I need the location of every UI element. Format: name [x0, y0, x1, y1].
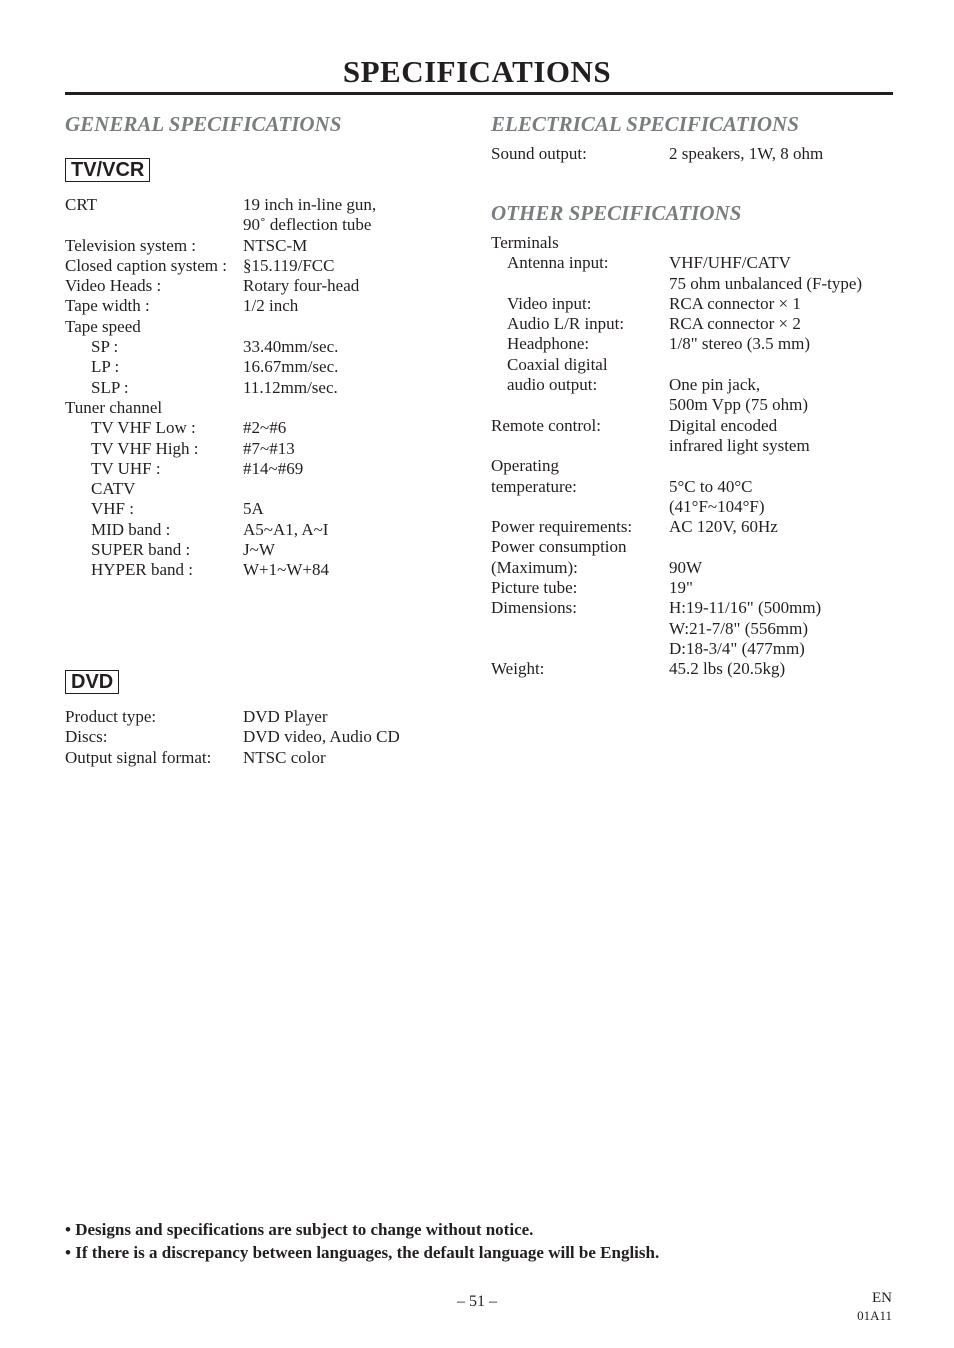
spec-row [65, 236, 465, 256]
spec-label: MID band : [91, 519, 171, 539]
doc-code: 01A11 [857, 1308, 892, 1323]
title-rule [65, 92, 893, 95]
spec-row [65, 560, 465, 580]
spec-row [491, 395, 891, 415]
tvvcr-spec-list [65, 195, 465, 581]
spec-label: Terminals [491, 233, 559, 252]
language-code: EN [872, 1290, 892, 1306]
spec-label: Power consumption [491, 537, 627, 557]
spec-value: Rotary four-head [243, 276, 360, 296]
dvd-label-box: DVD [65, 670, 119, 694]
spec-value: J~W [243, 540, 275, 560]
spec-label: Antenna input: [507, 253, 609, 273]
footnote: • Designs and specifications are subject to change without notice. [65, 1220, 534, 1239]
spec-value: 500m Vpp (75 ohm) [669, 395, 808, 415]
spec-value: 19" [669, 578, 693, 598]
spec-row [491, 294, 891, 314]
spec-label: CATV [91, 479, 136, 499]
spec-value: 33.40mm/sec. [243, 337, 339, 357]
spec-row [491, 355, 891, 375]
spec-row [65, 378, 465, 398]
spec-label: Closed caption system : [65, 255, 227, 275]
spec-label: Sound output: [491, 144, 587, 163]
spec-row [491, 598, 891, 618]
spec-label: Weight: [491, 659, 545, 679]
spec-row [65, 459, 465, 479]
spec-row [491, 497, 891, 517]
spec-value: NTSC-M [243, 235, 308, 255]
spec-value: 45.2 lbs (20.5kg) [669, 659, 786, 679]
spec-value: A5~A1, A~I [243, 519, 329, 539]
spec-label: Television system : [65, 235, 197, 255]
spec-label: Discs: [65, 727, 108, 747]
spec-label: Dimensions: [491, 598, 577, 618]
spec-label: temperature: [491, 476, 577, 496]
spec-row [491, 436, 891, 456]
spec-label: audio output: [507, 375, 598, 395]
spec-value: VHF/UHF/CATV [669, 253, 791, 273]
spec-row [65, 195, 465, 215]
spec-row [65, 748, 465, 768]
spec-value: 1/8" stereo (3.5 mm) [669, 334, 811, 354]
spec-label: Product type: [65, 707, 157, 726]
spec-row [491, 274, 891, 294]
other-specifications-heading: OTHER SPECIFICATIONS [491, 201, 742, 225]
spec-row [491, 639, 891, 659]
other-spec-list [491, 233, 891, 680]
spec-row [491, 558, 891, 578]
spec-label: TV VHF High : [91, 438, 199, 458]
spec-value: 2 speakers, 1W, 8 ohm [669, 144, 824, 163]
spec-value: Digital encoded [669, 415, 778, 435]
spec-row [65, 499, 465, 519]
spec-row [65, 727, 465, 747]
spec-row [65, 317, 465, 337]
spec-row [491, 659, 891, 679]
spec-value: 90˚ deflection tube [243, 215, 372, 235]
spec-value: 5A [243, 499, 264, 519]
spec-value: DVD Player [243, 707, 328, 726]
spec-label: Remote control: [491, 415, 602, 435]
spec-label: Operating [491, 456, 559, 476]
spec-label: SP : [91, 337, 119, 357]
spec-value: D:18-3/4" (477mm) [669, 638, 805, 658]
spec-value: 11.12mm/sec. [243, 377, 338, 397]
spec-label: HYPER band : [91, 560, 193, 580]
spec-label: Power requirements: [491, 517, 633, 537]
spec-label: Headphone: [507, 334, 590, 354]
spec-value: One pin jack, [669, 375, 761, 395]
footnotes [65, 1218, 659, 1264]
spec-row [65, 439, 465, 459]
page-title: SPECIFICATIONS [342, 54, 612, 89]
spec-value: 5°C to 40°C [669, 476, 753, 496]
spec-row [491, 314, 891, 334]
general-specifications-heading: GENERAL SPECIFICATIONS [65, 112, 342, 136]
spec-value: H:19-11/16" (500mm) [669, 598, 822, 618]
spec-value: DVD video, Audio CD [243, 727, 400, 747]
spec-row [65, 215, 465, 235]
spec-value: §15.119/FCC [243, 255, 335, 275]
electrical-specifications-heading: ELECTRICAL SPECIFICATIONS [491, 112, 799, 136]
spec-value: 75 ohm unbalanced (F-type) [669, 273, 863, 293]
spec-label: SLP : [91, 377, 129, 397]
spec-label: SUPER band : [91, 540, 191, 560]
spec-value: RCA connector × 2 [669, 314, 801, 334]
spec-label: Output signal format: [65, 747, 212, 767]
spec-row [65, 398, 465, 418]
spec-value: (41°F~104°F) [669, 496, 765, 516]
spec-row [65, 479, 465, 499]
spec-row [491, 233, 891, 253]
spec-label: Picture tube: [491, 578, 578, 598]
spec-label: CRT [65, 195, 98, 214]
electrical-spec-list [491, 144, 891, 164]
spec-label: Video input: [507, 293, 592, 313]
spec-row [491, 334, 891, 354]
spec-label: Video Heads : [65, 276, 162, 296]
spec-value: #14~#69 [243, 458, 304, 478]
spec-row [491, 477, 891, 497]
spec-value: 16.67mm/sec. [243, 357, 339, 377]
spec-value: W+1~W+84 [243, 560, 329, 580]
spec-row [65, 707, 465, 727]
spec-row [65, 520, 465, 540]
spec-row [65, 418, 465, 438]
dvd-spec-list [65, 707, 465, 768]
spec-value: 19 inch in-line gun, [243, 195, 377, 214]
spec-label: Tuner channel [65, 397, 163, 417]
spec-label: TV VHF Low : [91, 418, 196, 438]
spec-row [65, 540, 465, 560]
spec-row [491, 144, 891, 164]
spec-label: LP : [91, 357, 120, 377]
spec-row [491, 537, 891, 557]
spec-label: Audio L/R input: [507, 314, 625, 334]
spec-row [65, 357, 465, 377]
spec-row [65, 296, 465, 316]
spec-row [491, 456, 891, 476]
spec-row [65, 337, 465, 357]
tvvcr-label-box: TV/VCR [65, 158, 150, 182]
spec-value: AC 120V, 60Hz [669, 517, 778, 537]
spec-value: infrared light system [669, 435, 810, 455]
spec-row [65, 276, 465, 296]
spec-label: Tape speed [65, 316, 141, 336]
spec-value: #7~#13 [243, 438, 295, 458]
spec-value: RCA connector × 1 [669, 293, 801, 313]
spec-row [491, 375, 891, 395]
page-number: – 51 – [457, 1293, 497, 1310]
spec-row [65, 256, 465, 276]
spec-label: VHF : [91, 499, 134, 519]
footnote: • If there is a discrepancy between languages, the default language will be English. [65, 1243, 660, 1262]
spec-value: NTSC color [243, 747, 326, 767]
spec-value: 90W [669, 557, 703, 577]
spec-row [491, 416, 891, 436]
document-code [857, 1290, 892, 1324]
spec-row [491, 619, 891, 639]
spec-label: Tape width : [65, 296, 150, 316]
spec-label: (Maximum): [491, 557, 578, 577]
spec-value: #2~#6 [243, 418, 287, 438]
spec-label: Coaxial digital [507, 354, 608, 374]
spec-row [491, 517, 891, 537]
spec-value: 1/2 inch [243, 296, 299, 316]
spec-row [491, 253, 891, 273]
spec-value: W:21-7/8" (556mm) [669, 618, 808, 638]
spec-row [491, 578, 891, 598]
spec-label: TV UHF : [91, 458, 161, 478]
